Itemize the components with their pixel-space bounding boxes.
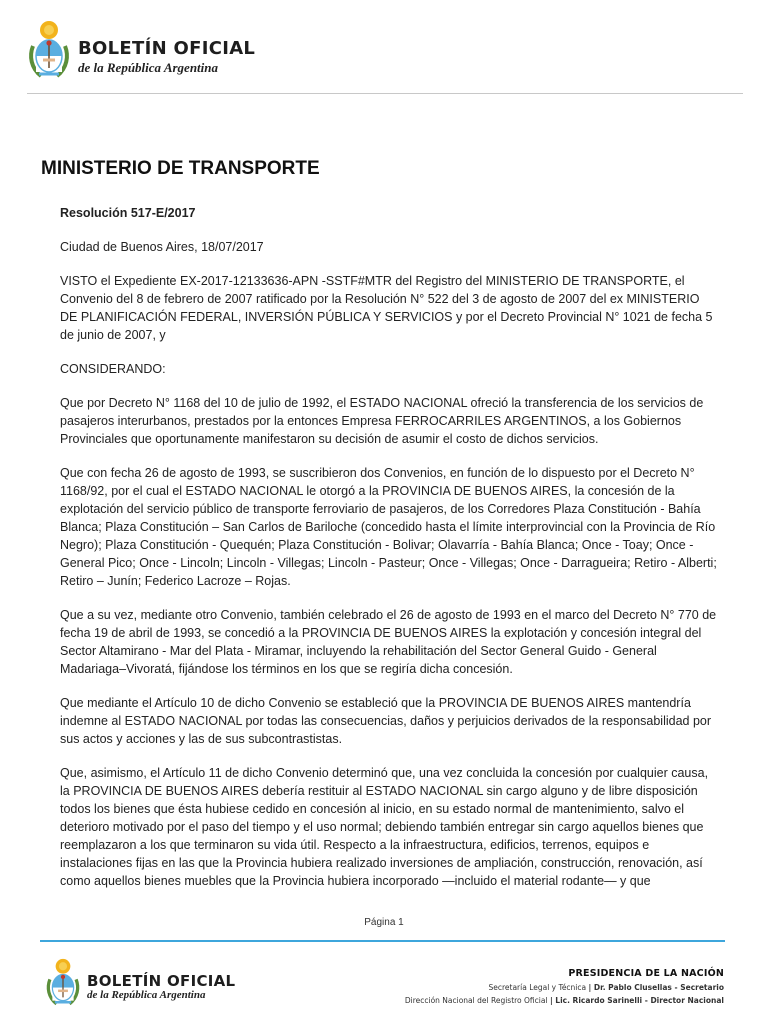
directorate-office: Dirección Nacional del Registro Oficial: [404, 996, 548, 1005]
paragraph: Que por Decreto N° 1168 del 10 de julio de 1992, el ESTADO NACIONAL ofreció la transferencia de los servicios de pasajeros interurbanos, prestados por la entonces Empresa FERROCARRILES ARGENTINOS, a los Gobiernos Provinciales que oportunamente manifestaron su decisión de asumir el costo de dichos servicios.: [60, 396, 704, 446]
credit-separator: |: [549, 996, 556, 1005]
paragraph: Que mediante el Artículo 10 de dicho Convenio se estableció que la PROVINCIA DE BUENOS AIRES mantendría indemne al ESTADO NACIONAL por todas las consecuencias, daños y perjuicios derivados de la responsabilidad por sus actos y acciones y las de sus subcontrastistas.: [60, 696, 712, 746]
credit-separator: |: [588, 983, 594, 992]
brand-title: BOLETÍN OFICIAL: [78, 38, 256, 59]
resolution-number: Resolución 517-E/2017: [60, 206, 196, 220]
presidency-label: PRESIDENCIA DE LA NACIÓN: [568, 968, 724, 979]
footer-brand-title: BOLETÍN OFICIAL: [87, 972, 236, 990]
page-header: [27, 16, 743, 94]
document-heading: [41, 158, 731, 206]
document-body: [60, 204, 720, 906]
place-date: Ciudad de Buenos Aires, 18/07/2017: [60, 240, 264, 254]
paragraph: VISTO el Expediente EX-2017-12133636-APN -SSTF#MTR del Registro del MINISTERIO DE TRANSPORTE, el Convenio del 8 de febrero de 2007 ratificado por la Resolución N° 522 del 3 de agosto de 2007 del ex MINISTERIO DE PLANIFICACIÓN FEDERAL, INVERSIÓN PÚBLICA Y SERVICIOS y por el Decreto Provincial N° 1021 de fecha 5 de junio de 2007, y: [60, 274, 713, 342]
footer-credit-line: [405, 983, 724, 992]
header-divider: [27, 93, 743, 94]
footer-credit-line: [405, 996, 724, 1005]
ministry-title: MINISTERIO DE TRANSPORTE: [41, 158, 320, 179]
secretariat-office: Secretaría Legal y Técnica: [488, 983, 587, 992]
brand-subtitle: de la República Argentina: [78, 60, 218, 75]
footer-credits: [405, 968, 724, 1005]
page-number: Página 1: [364, 917, 404, 928]
footer-brand-subtitle: de la República Argentina: [87, 989, 206, 1001]
paragraph: Que con fecha 26 de agosto de 1993, se suscribieron dos Convenios, en función de lo dispuesto por el Decreto N° 1168/92, por el cual el ESTADO NACIONAL le otorgó a la PROVINCIA DE BUENOS AIRES, la concesión de la explotación del servicio público de transporte ferroviario de pasajeros, de los Corredores Plaza Constitución - Bahía Blanca; Plaza Constitución – San Carlos de Bariloche (concedido hasta el límite interprovincial con la Provincia de Río Negro); Plaza Constitución - Quequén; Plaza Constitución - Bolivar; Olavarría - Bahía Blanca; Once - Toay; Once - General Pico; Once - Lincoln; Lincoln - Villegas; Lincoln - Pasteur; Once - Villegas; Once - Darragueira; Retiro - Alberti; Retiro – Junín; Federico Lacroze – Rojas.: [60, 466, 717, 588]
paragraph: Que, asimismo, el Artículo 11 de dicho Convenio determinó que, una vez concluida la concesión por cualquier causa, la PROVINCIA DE BUENOS AIRES debería restituir al ESTADO NACIONAL sin cargo alguno y de libre disposición todos los bienes que ésta hubiese cedido en concesión al inicio, en su estado normal de mantenimiento, salvo el deterioro motivado por el paso del tiempo y el uso normal; debiendo también entregar sin cargo aquellos bienes que reemplazaron a los que terminaron su vida útil. Respecto a la infraestructura, edificios, terrenos, equipos e instalaciones fijas en las que la Provincia hubiera realizado inversiones de ampliación, construcción, renovación, así como aquellos bienes muebles que la Provincia hubiera incorporado —incluido el material rodante— y que: [60, 766, 709, 888]
considerando-heading: CONSIDERANDO:: [60, 362, 166, 376]
footer-divider: [40, 940, 725, 942]
secretary-name: Dr. Pablo Clusellas - Secretario: [593, 983, 724, 992]
page-footer: [40, 952, 726, 1014]
director-name: Lic. Ricardo Sarinelli - Director Nacional: [555, 996, 724, 1005]
paragraph: Que a su vez, mediante otro Convenio, también celebrado el 26 de agosto de 1993 en el marco del Decreto N° 770 de fecha 19 de abril de 1993, se concedió a la PROVINCIA DE BUENOS AIRES la explotación y concesión integral del Sector Altamirano - Mar del Plata - Miramar, incluyendo la rehabilitación del Sector General Guido - General Madariaga–Vivoratá, fijándose los términos en los que se regiría dicha concesión.: [60, 608, 717, 676]
argentina-coat-of-arms-icon: [45, 954, 81, 1008]
argentina-coat-of-arms-icon: [27, 16, 71, 80]
